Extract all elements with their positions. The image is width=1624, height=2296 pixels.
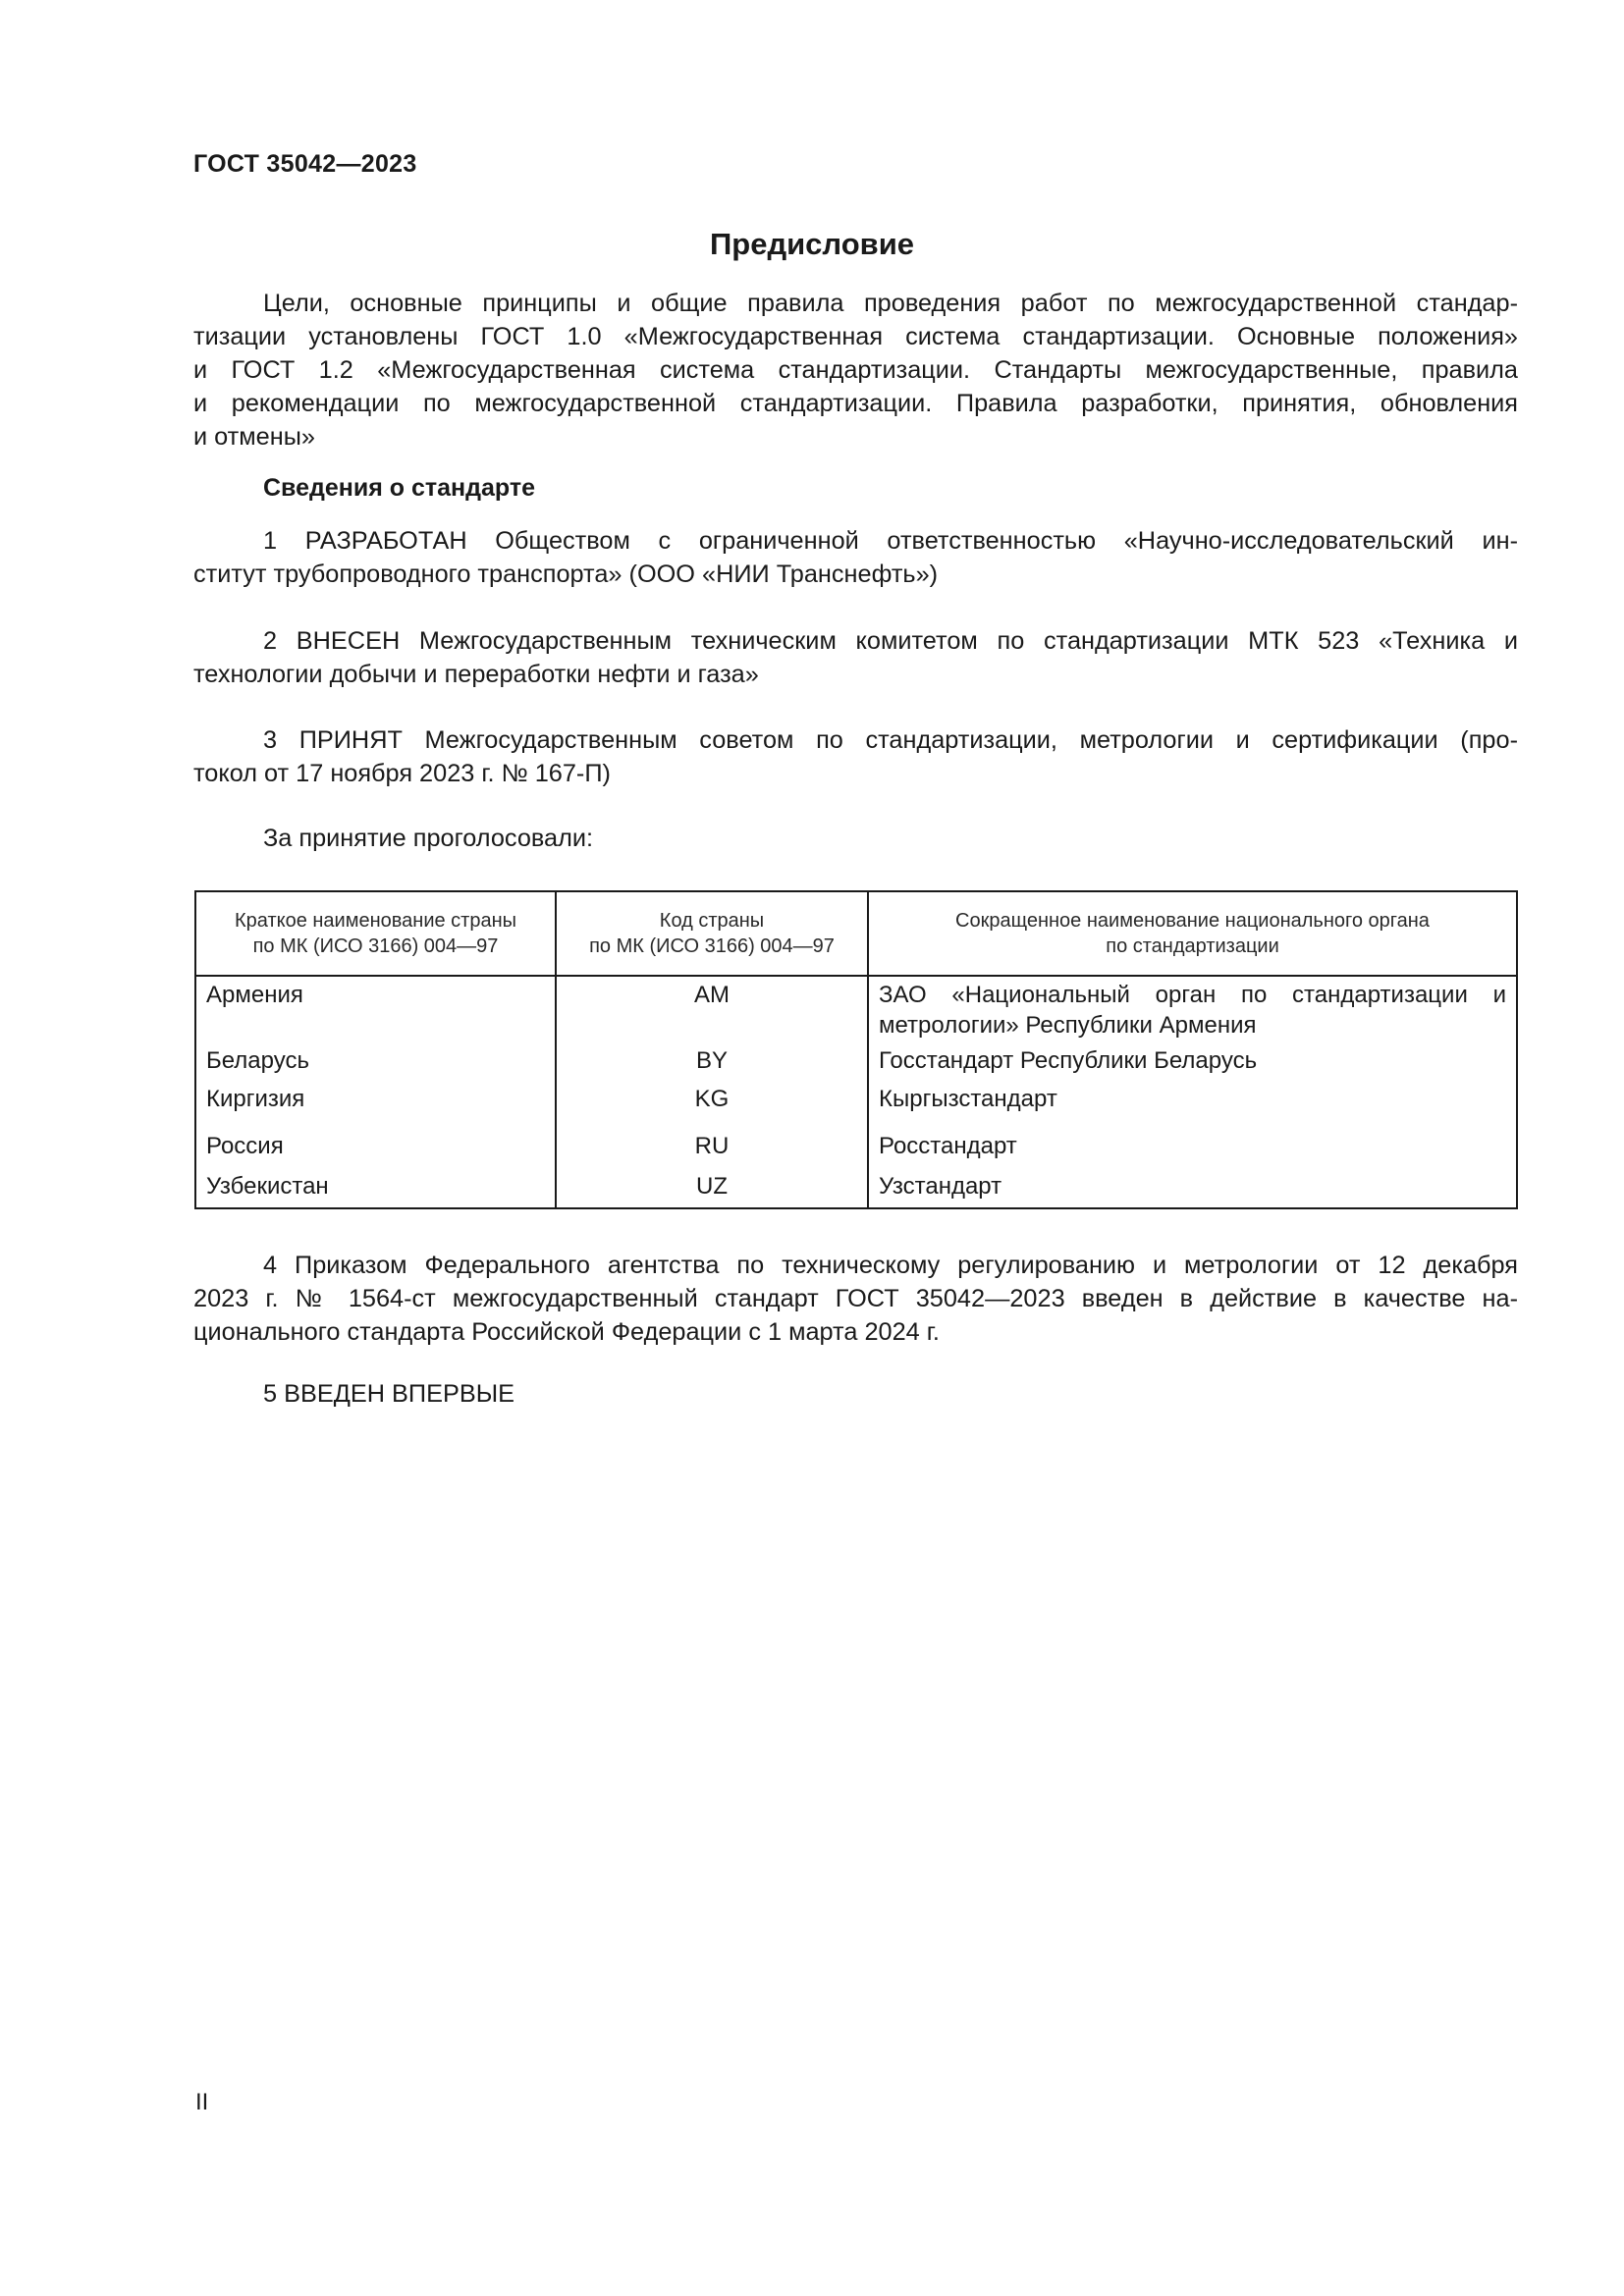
cell-code: AM <box>556 976 868 1045</box>
item-4-line: ционального стандарта Российской Федерации с 1 марта 2024 г. <box>193 1318 940 1346</box>
intro-line: и рекомендации по межгосударственной стандартизации. Правила разработки, принятия, обновления <box>193 390 1518 417</box>
item-3-paragraph <box>193 723 1518 790</box>
table-row <box>195 1171 1517 1208</box>
page-title: Предисловие <box>709 227 914 261</box>
item-1-paragraph <box>193 524 1518 591</box>
item-4-line: 4 Приказом Федерального агентства по техническому регулированию и метрологии от 12 декабря <box>263 1252 1518 1279</box>
table-row <box>195 976 1517 1045</box>
cell-country: Беларусь <box>195 1045 556 1084</box>
header-organ <box>868 891 1517 976</box>
header-text: по МК (ИСО 3166) 004—97 <box>589 935 835 957</box>
intro-line: тизации установлены ГОСТ 1.0 «Межгосударственная система стандартизации. Основные положения» <box>193 323 1518 350</box>
organ-line: Росстандарт <box>879 1133 1017 1159</box>
table-row <box>195 1131 1517 1171</box>
cell-country: Армения <box>195 976 556 1045</box>
table-header-row <box>195 891 1517 976</box>
cell-organ <box>868 1131 1517 1171</box>
cell-code: KG <box>556 1084 868 1131</box>
header-text: Сокращенное наименование национального органа <box>955 910 1430 932</box>
cell-code: UZ <box>556 1171 868 1208</box>
cell-code: BY <box>556 1045 868 1084</box>
member-states-table <box>194 890 1518 1209</box>
item-3-line: токол от 17 ноября 2023 г. № 167-П) <box>193 760 611 787</box>
intro-line: Цели, основные принципы и общие правила проведения работ по межгосударственной стандар- <box>263 290 1518 317</box>
cell-organ <box>868 1084 1517 1131</box>
cell-country: Киргизия <box>195 1084 556 1131</box>
item-2-line: технологии добычи и переработки нефти и газа» <box>193 661 759 688</box>
intro-line: и ГОСТ 1.2 «Межгосударственная система стандартизации. Стандарты межгосударственные, правила <box>193 356 1518 384</box>
cell-organ <box>868 1171 1517 1208</box>
organ-line: ЗАО «Национальный орган по стандартизации и <box>879 982 1506 1008</box>
item-1-line: 1 РАЗРАБОТАН Обществом с ограниченной ответственностью «Научно-исследовательский ин- <box>263 527 1518 555</box>
header-text: Код страны <box>659 910 765 932</box>
item-4-line: 2023 г. № 1564-ст межгосударственный стандарт ГОСТ 35042—2023 введен в действие в качестве на- <box>193 1285 1518 1312</box>
table-row <box>195 1084 1517 1131</box>
section-heading: Сведения о стандарте <box>263 474 536 502</box>
page-number: II <box>195 2089 209 2115</box>
item-1-line: ститут трубопроводного транспорта» (ООО «НИИ Транснефть») <box>193 561 939 588</box>
cell-organ <box>868 976 1517 1045</box>
item-2-paragraph <box>193 624 1518 691</box>
header-text: по МК (ИСО 3166) 004—97 <box>252 935 499 957</box>
item-3-line: 3 ПРИНЯТ Межгосударственным советом по стандартизации, метрологии и сертификации (про- <box>263 726 1518 754</box>
voted-label: За принятие проголосовали: <box>263 825 594 852</box>
document-code-header: ГОСТ 35042—2023 <box>193 150 417 178</box>
header-code <box>556 891 868 976</box>
organ-line: Кыргызстандарт <box>879 1086 1057 1112</box>
header-country <box>195 891 556 976</box>
cell-organ <box>868 1045 1517 1084</box>
table-row <box>195 1045 1517 1084</box>
cell-country: Россия <box>195 1131 556 1171</box>
intro-line: и отмены» <box>193 423 315 451</box>
header-text: по стандартизации <box>1106 935 1279 957</box>
cell-code: RU <box>556 1131 868 1171</box>
item-2-line: 2 ВНЕСЕН Межгосударственным техническим комитетом по стандартизации МТК 523 «Техника и <box>263 627 1518 655</box>
cell-country: Узбекистан <box>195 1171 556 1208</box>
intro-paragraph <box>193 287 1518 454</box>
item-4-paragraph <box>193 1249 1518 1349</box>
header-text: Краткое наименование страны <box>234 910 517 932</box>
organ-line: метрологии» Республики Армения <box>879 1012 1257 1039</box>
item-5-line: 5 ВВЕДЕН ВПЕРВЫЕ <box>263 1380 514 1408</box>
organ-line: Госстандарт Республики Беларусь <box>879 1047 1258 1074</box>
organ-line: Узстандарт <box>879 1173 1002 1200</box>
